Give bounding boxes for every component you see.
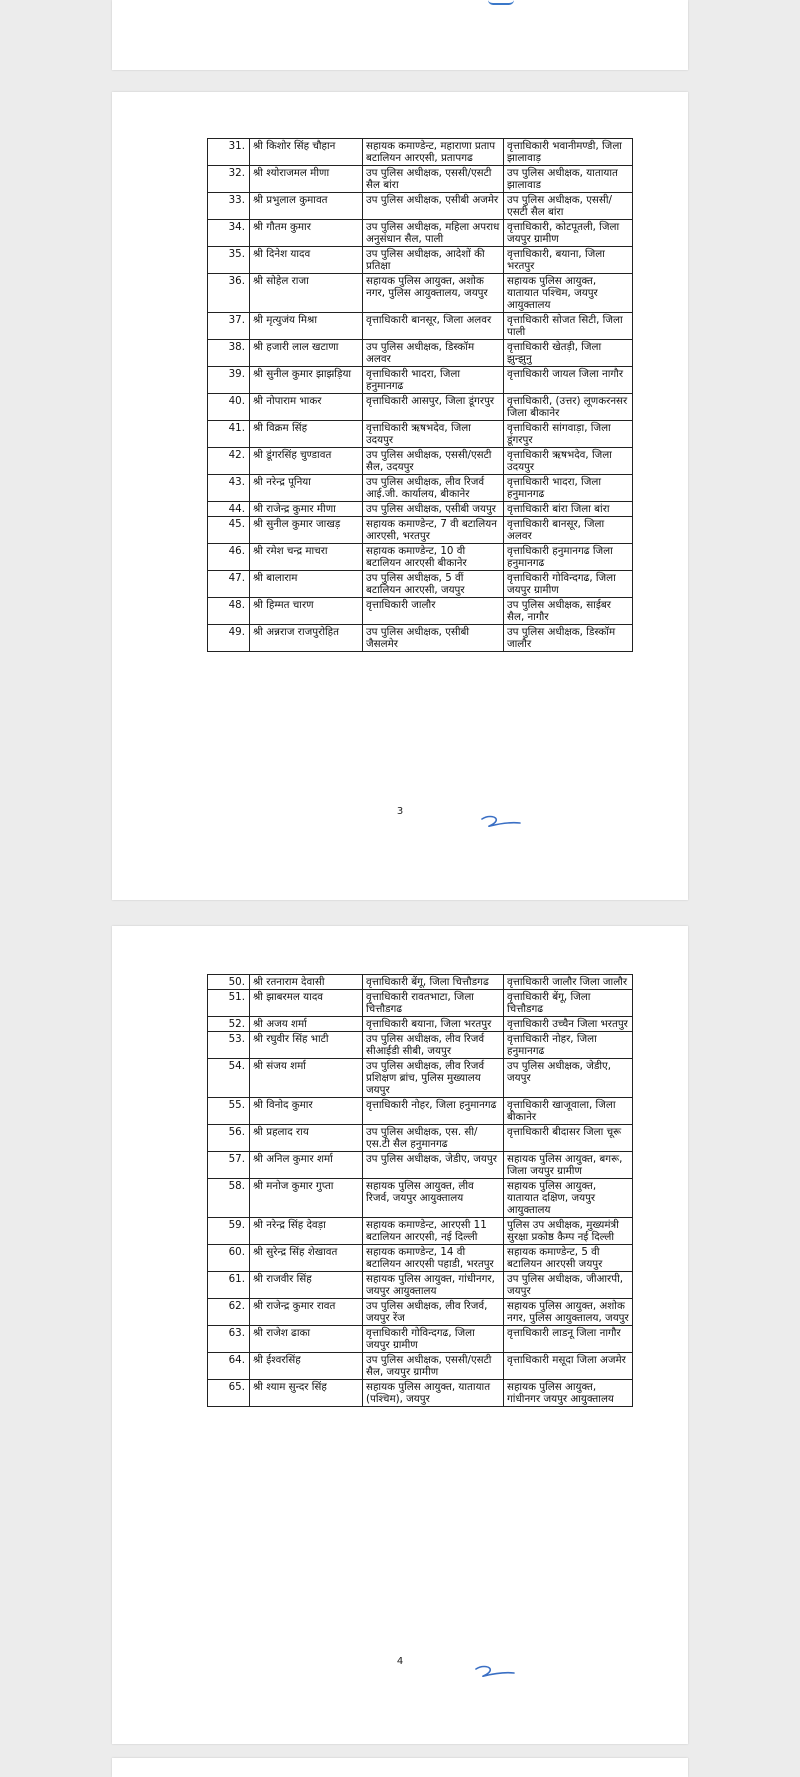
new-posting-cell: वृत्ताधिकारी ऋषभदेव, जिला उदयपुर: [504, 448, 633, 475]
current-posting-cell: उप पुलिस अधीक्षक, एससी/एसटी सैल, जयपुर ग्रामीण: [363, 1353, 504, 1380]
serial-number-cell: 43.: [208, 475, 250, 502]
new-posting-cell: सहायक पुलिस आयुक्त, बगरू, जिला जयपुर ग्रामीण: [504, 1152, 633, 1179]
serial-number-cell: 59.: [208, 1218, 250, 1245]
officer-name-cell: श्री विक्रम सिंह: [250, 421, 363, 448]
serial-number-cell: 36.: [208, 274, 250, 313]
officer-name-cell: श्री राजवीर सिंह: [250, 1272, 363, 1299]
new-posting-cell: वृत्ताधिकारी लाडनू जिला नागौर: [504, 1326, 633, 1353]
officer-name-cell: श्री नरेन्द्र सिंह देवड़ा: [250, 1218, 363, 1245]
new-posting-cell: सहायक पुलिस आयुक्त, यातायात दक्षिण, जयपुर आयुक्तालय: [504, 1179, 633, 1218]
table-row: [208, 421, 633, 448]
current-posting-cell: उप पुलिस अधीक्षक, लीव रिजर्व, जयपुर रेंज: [363, 1299, 504, 1326]
table-row: [208, 139, 633, 166]
current-posting-cell: सहायक पुलिस आयुक्त, अशोक नगर, पुलिस आयुक्तालय, जयपुर: [363, 274, 504, 313]
current-posting-cell: वृत्ताधिकारी बेंगू, जिला चित्तौडगढ: [363, 975, 504, 990]
serial-number-cell: 64.: [208, 1353, 250, 1380]
officer-name-cell: श्री रमेश चन्द्र माचरा: [250, 544, 363, 571]
new-posting-cell: वृत्ताधिकारी उच्चैन जिला भरतपुर: [504, 1017, 633, 1032]
current-posting-cell: उप पुलिस अधीक्षक, आदेशों की प्रतिक्षा: [363, 247, 504, 274]
serial-number-cell: 55.: [208, 1098, 250, 1125]
current-posting-cell: सहायक पुलिस आयुक्त, गांधीनगर, जयपुर आयुक्तालय: [363, 1272, 504, 1299]
officer-name-cell: श्री सुरेन्द्र सिंह शेखावत: [250, 1245, 363, 1272]
serial-number-cell: 42.: [208, 448, 250, 475]
serial-number-cell: 63.: [208, 1326, 250, 1353]
transfer-table: [207, 974, 633, 1407]
officer-name-cell: श्री सुनील कुमार जाखड़: [250, 517, 363, 544]
table-row: [208, 1353, 633, 1380]
next-page-fragment: [112, 1758, 688, 1777]
officer-name-cell: श्री दिनेश यादव: [250, 247, 363, 274]
new-posting-cell: उप पुलिस अधीक्षक, जेडीए, जयपुर: [504, 1059, 633, 1098]
current-posting-cell: उप पुलिस अधीक्षक, लीव रिजर्व आई.जी. कार्यालय, बीकानेर: [363, 475, 504, 502]
officer-name-cell: श्री राजेश ढाका: [250, 1326, 363, 1353]
serial-number-cell: 51.: [208, 990, 250, 1017]
serial-number-cell: 49.: [208, 625, 250, 652]
serial-number-cell: 50.: [208, 975, 250, 990]
previous-page-fragment: [112, 0, 688, 70]
officer-name-cell: श्री अजय शर्मा: [250, 1017, 363, 1032]
table-row: [208, 475, 633, 502]
officer-name-cell: श्री ईश्वरसिंह: [250, 1353, 363, 1380]
new-posting-cell: उप पुलिस अधीक्षक, जीआरपी, जयपुर: [504, 1272, 633, 1299]
current-posting-cell: उप पुलिस अधीक्षक, लीव रिजर्व सीआईडी सीबी, जयपुर: [363, 1032, 504, 1059]
current-posting-cell: उप पुलिस अधीक्षक, एस. सी/एस.टी सैल हनुमानगढ: [363, 1125, 504, 1152]
new-posting-cell: वृत्ताधिकारी बानसूर, जिला अलवर: [504, 517, 633, 544]
serial-number-cell: 41.: [208, 421, 250, 448]
new-posting-cell: वृत्ताधिकारी बेंगू, जिला चित्तौडगढ: [504, 990, 633, 1017]
table-row: [208, 517, 633, 544]
officer-name-cell: श्री प्रभुलाल कुमावत: [250, 193, 363, 220]
new-posting-cell: वृत्ताधिकारी मसूदा जिला अजमेर: [504, 1353, 633, 1380]
signature-icon: [470, 1664, 518, 1680]
serial-number-cell: 60.: [208, 1245, 250, 1272]
new-posting-cell: वृत्ताधिकारी जायल जिला नागौर: [504, 367, 633, 394]
new-posting-cell: वृत्ताधिकारी सोजत सिटी, जिला पाली: [504, 313, 633, 340]
current-posting-cell: उप पुलिस अधीक्षक, एसीबी अजमेर: [363, 193, 504, 220]
table-row: [208, 975, 633, 990]
current-posting-cell: उप पुलिस अधीक्षक, एससी/एसटी सैल बांरा: [363, 166, 504, 193]
table-row: [208, 1245, 633, 1272]
table-row: [208, 1032, 633, 1059]
current-posting-cell: सहायक कमाण्डेन्ट, 14 वी बटालियन आरएसी पहाडी, भरतपुर: [363, 1245, 504, 1272]
table-row: [208, 1299, 633, 1326]
table-row: [208, 990, 633, 1017]
new-posting-cell: सहायक कमाण्डेन्ट, 5 वी बटालियन आरएसी जयपुर: [504, 1245, 633, 1272]
new-posting-cell: वृत्ताधिकारी भादरा, जिला हनुमानगढ: [504, 475, 633, 502]
table-row: [208, 1326, 633, 1353]
current-posting-cell: उप पुलिस अधीक्षक, लीव रिजर्व प्रशिक्षण ब्रांच, पुलिस मुख्यालय जयपुर: [363, 1059, 504, 1098]
officer-name-cell: श्री मृत्युजंय मिश्रा: [250, 313, 363, 340]
table-row: [208, 247, 633, 274]
new-posting-cell: वृत्ताधिकारी खेतड़ी, जिला झुन्झुनु: [504, 340, 633, 367]
serial-number-cell: 52.: [208, 1017, 250, 1032]
new-posting-cell: वृत्ताधिकारी खाजूवाला, जिला बीकानेर: [504, 1098, 633, 1125]
serial-number-cell: 38.: [208, 340, 250, 367]
officer-name-cell: श्री संजय शर्मा: [250, 1059, 363, 1098]
officer-name-cell: श्री रघुवीर सिंह भाटी: [250, 1032, 363, 1059]
current-posting-cell: सहायक कमाण्डेन्ट, 10 वी बटालियन आरएसी बीकानेर: [363, 544, 504, 571]
current-posting-cell: उप पुलिस अधीक्षक, एससी/एसटी सैल, उदयपुर: [363, 448, 504, 475]
officer-name-cell: श्री राजेन्द्र कुमार मीणा: [250, 502, 363, 517]
page-number: 4: [396, 1656, 404, 1667]
signature-icon: [476, 814, 524, 830]
officer-name-cell: श्री नरेन्द्र पूनिया: [250, 475, 363, 502]
new-posting-cell: वृत्ताधिकारी हनुमानगढ जिला हनुमानगढ: [504, 544, 633, 571]
table-row: [208, 367, 633, 394]
table-row: [208, 1098, 633, 1125]
current-posting-cell: वृत्ताधिकारी बयाना, जिला भरतपुर: [363, 1017, 504, 1032]
officer-name-cell: श्री मनोज कुमार गुप्ता: [250, 1179, 363, 1218]
table-row: [208, 448, 633, 475]
officer-name-cell: श्री प्रहलाद राय: [250, 1125, 363, 1152]
table-row: [208, 1380, 633, 1407]
officer-name-cell: श्री विनोद कुमार: [250, 1098, 363, 1125]
table-row: [208, 394, 633, 421]
serial-number-cell: 39.: [208, 367, 250, 394]
serial-number-cell: 62.: [208, 1299, 250, 1326]
transfer-table-body: [208, 975, 633, 1407]
table-row: [208, 1059, 633, 1098]
officer-name-cell: श्री श्याम सुन्दर सिंह: [250, 1380, 363, 1407]
serial-number-cell: 53.: [208, 1032, 250, 1059]
table-row: [208, 1272, 633, 1299]
new-posting-cell: उप पुलिस अधीक्षक, साईबर सैल, नागौर: [504, 598, 633, 625]
new-posting-cell: उप पुलिस अधीक्षक, यातायात झालावाड: [504, 166, 633, 193]
table-row: [208, 274, 633, 313]
transfer-table: [207, 138, 633, 652]
officer-name-cell: श्री अन्नराज राजपुरोहित: [250, 625, 363, 652]
serial-number-cell: 34.: [208, 220, 250, 247]
current-posting-cell: सहायक पुलिस आयुक्त, यातायात (पश्चिम), जयपुर: [363, 1380, 504, 1407]
current-posting-cell: उप पुलिस अधीक्षक, महिला अपराध अनुसंधान सैल, पाली: [363, 220, 504, 247]
new-posting-cell: वृत्ताधिकारी जालौर जिला जालौर: [504, 975, 633, 990]
officer-name-cell: श्री हिम्मत चारण: [250, 598, 363, 625]
table-row: [208, 1179, 633, 1218]
serial-number-cell: 35.: [208, 247, 250, 274]
table-row: [208, 220, 633, 247]
new-posting-cell: वृत्ताधिकारी, बयाना, जिला भरतपुर: [504, 247, 633, 274]
current-posting-cell: उप पुलिस अधीक्षक, जेडीए, जयपुर: [363, 1152, 504, 1179]
current-posting-cell: वृत्ताधिकारी गोविन्दगढ, जिला जयपुर ग्रामीण: [363, 1326, 504, 1353]
officer-name-cell: श्री डूंगरसिंह चुण्डावत: [250, 448, 363, 475]
officer-name-cell: श्री राजेन्द्र कुमार रावत: [250, 1299, 363, 1326]
new-posting-cell: वृत्ताधिकारी बांरा जिला बांरा: [504, 502, 633, 517]
table-row: [208, 1218, 633, 1245]
current-posting-cell: सहायक कमाण्डेन्ट, 7 वी बटालियन आरएसी, भरतपुर: [363, 517, 504, 544]
serial-number-cell: 47.: [208, 571, 250, 598]
current-posting-cell: सहायक कमाण्डेन्ट, आरएसी 11 बटालियन आरएसी, नई दिल्ली: [363, 1218, 504, 1245]
serial-number-cell: 58.: [208, 1179, 250, 1218]
current-posting-cell: उप पुलिस अधीक्षक, डिस्कॉम अलवर: [363, 340, 504, 367]
new-posting-cell: सहायक पुलिस आयुक्त, गांधीनगर जयपुर आयुक्तालय: [504, 1380, 633, 1407]
new-posting-cell: सहायक पुलिस आयुक्त, यातायात पश्चिम, जयपुर आयुक्तालय: [504, 274, 633, 313]
table-row: [208, 598, 633, 625]
new-posting-cell: वृत्ताधिकारी सांगवाड़ा, जिला डूंगरपुर: [504, 421, 633, 448]
new-posting-cell: वृत्ताधिकारी भवानीमण्डी, जिला झालावाड़: [504, 139, 633, 166]
document-page-4: [112, 926, 688, 1744]
current-posting-cell: वृत्ताधिकारी आसपुर, जिला डूंगरपुर: [363, 394, 504, 421]
officer-name-cell: श्री झाबरमल यादव: [250, 990, 363, 1017]
table-row: [208, 625, 633, 652]
officer-name-cell: श्री श्योराजमल मीणा: [250, 166, 363, 193]
serial-number-cell: 57.: [208, 1152, 250, 1179]
new-posting-cell: वृत्ताधिकारी बीदासर जिला चूरू: [504, 1125, 633, 1152]
serial-number-cell: 65.: [208, 1380, 250, 1407]
table-row: [208, 1152, 633, 1179]
current-posting-cell: वृत्ताधिकारी भादरा, जिला हनुमानगढ: [363, 367, 504, 394]
table-row: [208, 340, 633, 367]
table-row: [208, 571, 633, 598]
officer-name-cell: श्री सोहेल राजा: [250, 274, 363, 313]
officer-name-cell: श्री गौतम कुमार: [250, 220, 363, 247]
table-row: [208, 544, 633, 571]
serial-number-cell: 56.: [208, 1125, 250, 1152]
serial-number-cell: 61.: [208, 1272, 250, 1299]
officer-name-cell: श्री हजारी लाल खटाणा: [250, 340, 363, 367]
current-posting-cell: वृत्ताधिकारी बानसूर, जिला अलवर: [363, 313, 504, 340]
current-posting-cell: वृत्ताधिकारी रावतभाटा, जिला चित्तौडगढ: [363, 990, 504, 1017]
signature-fragment: [488, 0, 514, 5]
serial-number-cell: 37.: [208, 313, 250, 340]
table-row: [208, 1125, 633, 1152]
new-posting-cell: उप पुलिस अधीक्षक, डिस्कॉम जालौर: [504, 625, 633, 652]
page-number: 3: [396, 806, 404, 817]
new-posting-cell: वृत्ताधिकारी, कोटपूतली, जिला जयपुर ग्रामीण: [504, 220, 633, 247]
officer-name-cell: श्री रतनाराम देवासी: [250, 975, 363, 990]
serial-number-cell: 40.: [208, 394, 250, 421]
serial-number-cell: 46.: [208, 544, 250, 571]
table-row: [208, 313, 633, 340]
current-posting-cell: सहायक पुलिस आयुक्त, लीव रिजर्व, जयपुर आयुक्तालय: [363, 1179, 504, 1218]
officer-name-cell: श्री सुनील कुमार झाझड़िया: [250, 367, 363, 394]
serial-number-cell: 54.: [208, 1059, 250, 1098]
table-row: [208, 193, 633, 220]
current-posting-cell: उप पुलिस अधीक्षक, एसीबी जैसलमेर: [363, 625, 504, 652]
serial-number-cell: 44.: [208, 502, 250, 517]
serial-number-cell: 45.: [208, 517, 250, 544]
table-row: [208, 166, 633, 193]
transfer-table-body: [208, 139, 633, 652]
current-posting-cell: उप पुलिस अधीक्षक, 5 वीं बटालियन आरएसी, जयपुर: [363, 571, 504, 598]
officer-name-cell: श्री किशोर सिंह चौहान: [250, 139, 363, 166]
serial-number-cell: 48.: [208, 598, 250, 625]
new-posting-cell: उप पुलिस अधीक्षक, एससी/एसटी सैल बांरा: [504, 193, 633, 220]
current-posting-cell: उप पुलिस अधीक्षक, एसीबी जयपुर: [363, 502, 504, 517]
table-row: [208, 1017, 633, 1032]
new-posting-cell: वृत्ताधिकारी नोहर, जिला हनुमानगढ: [504, 1032, 633, 1059]
officer-name-cell: श्री नोपाराम भाकर: [250, 394, 363, 421]
serial-number-cell: 33.: [208, 193, 250, 220]
new-posting-cell: वृत्ताधिकारी गोविन्दगढ, जिला जयपुर ग्रामीण: [504, 571, 633, 598]
new-posting-cell: सहायक पुलिस आयुक्त, अशोक नगर, पुलिस आयुक्तालय, जयपुर: [504, 1299, 633, 1326]
new-posting-cell: वृत्ताधिकारी, (उत्तर) लूणकरनसर जिला बीकानेर: [504, 394, 633, 421]
document-page-3: [112, 92, 688, 900]
table-row: [208, 502, 633, 517]
officer-name-cell: श्री बालाराम: [250, 571, 363, 598]
current-posting-cell: सहायक कमाण्डेन्ट, महाराणा प्रताप बटालियन आरएसी, प्रतापगढ: [363, 139, 504, 166]
officer-name-cell: श्री अनिल कुमार शर्मा: [250, 1152, 363, 1179]
new-posting-cell: पुलिस उप अधीक्षक, मुख्यमंत्री सुरक्षा प्रकोष्ठ कैम्प नई दिल्ली: [504, 1218, 633, 1245]
serial-number-cell: 31.: [208, 139, 250, 166]
current-posting-cell: वृत्ताधिकारी ऋषभदेव, जिला उदयपुर: [363, 421, 504, 448]
serial-number-cell: 32.: [208, 166, 250, 193]
current-posting-cell: वृत्ताधिकारी नोहर, जिला हनुमानगढ: [363, 1098, 504, 1125]
current-posting-cell: वृत्ताधिकारी जालौर: [363, 598, 504, 625]
